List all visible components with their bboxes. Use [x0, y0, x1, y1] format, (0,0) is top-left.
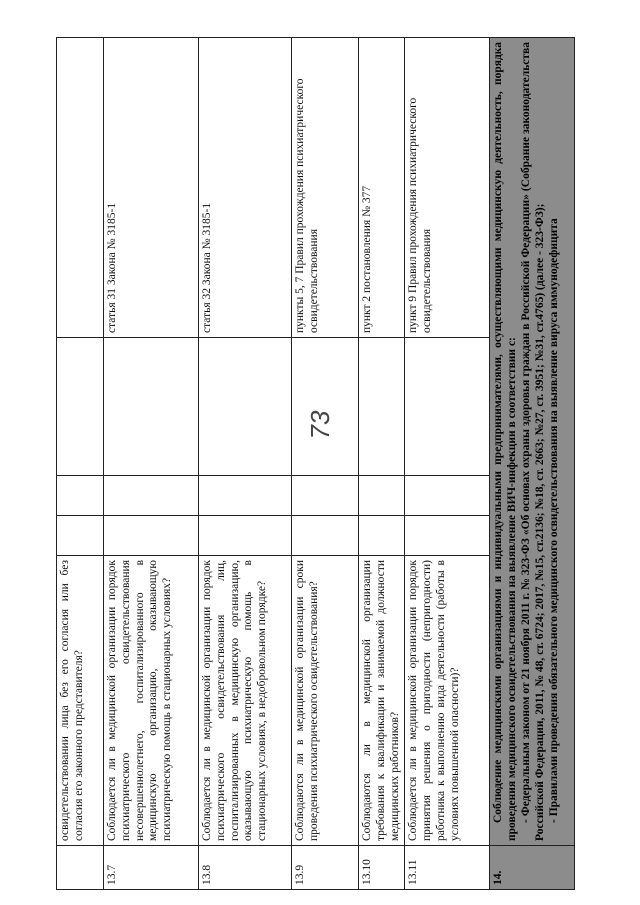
requirement-question: Соблюдаются ли в медицинской организации требования к квалификации и занимаемой должности медицинских работников? — [359, 556, 405, 846]
row-number: 13.10 — [359, 846, 405, 890]
requirement-question: Соблюдается ли в медицинской организации порядок принятия решения о пригодности (непригодности) работника к выполнению вида деятельности (работы в условиях повышенной опасности)? — [405, 556, 490, 846]
requirement-question: освидетельствовании лица без его согласия или без согласия его законного представителя? — [57, 556, 104, 846]
yes-cell — [292, 516, 359, 556]
row-number: 13.7 — [104, 846, 199, 890]
section-title-line: - Правилами проведения обязательного медицинского освидетельствования на выявление вируса иммунодефицита — [547, 218, 560, 823]
requirement-question: Соблюдается ли в медицинской организации порядок психиатрического освидетельствования лиц, госпитализированных в медицинскую организацию, оказывающую психиатрическую помощь в стационарных условиях, в недобровольном порядке? — [199, 556, 292, 846]
table-row — [359, 38, 405, 890]
table-row — [405, 38, 490, 890]
checklist-table — [56, 37, 575, 890]
na-cell — [104, 338, 199, 476]
table-row — [292, 38, 359, 890]
table-row — [104, 38, 199, 890]
row-number: 13.9 — [292, 846, 359, 890]
no-cell — [104, 476, 199, 516]
no-cell — [405, 476, 490, 516]
section-header-row — [490, 38, 575, 890]
yes-cell — [57, 516, 104, 556]
row-number: 13.8 — [199, 846, 292, 890]
na-cell — [199, 338, 292, 476]
no-cell — [359, 476, 405, 516]
table-row — [57, 38, 104, 890]
na-cell — [359, 338, 405, 476]
section-title-line: Соблюдение медицинскими организациями и индивидуальными предпринимателями, осуществляющими медицинскую деятельность, порядка проведения медицинского освидетельствования на выявление ВИЧ-инфекции в соответствии с: — [492, 42, 519, 841]
yes-cell — [405, 516, 490, 556]
row-number — [57, 846, 104, 890]
rotated-table — [56, 38, 560, 890]
table-row — [199, 38, 292, 890]
na-cell — [405, 338, 490, 476]
no-cell — [57, 476, 104, 516]
yes-cell — [199, 516, 292, 556]
no-cell — [199, 476, 292, 516]
section-title — [490, 38, 575, 846]
yes-cell — [104, 516, 199, 556]
row-number: 13.11 — [405, 846, 490, 890]
legal-reference: пункты 5, 7 Правил прохождения психиатрического освидетельствования — [292, 38, 359, 338]
legal-reference: статья 32 Закона № 3185-1 — [199, 38, 292, 338]
legal-reference: пункт 9 Правил прохождения психиатрического освидетельствования — [405, 38, 490, 338]
section-title-line: - Федеральным законом от 21 ноября 2011 г. № 323-ФЗ «Об основах охраны здоровья граждан в Российской Федерации» (Собрание законодательства Российской Федерации, 2011, № 48, ст. 6724; 2017, №15, ст.2136; №18, ст. 2663; №27, ст. 3951; №31, ст.4765) (далее - 323-ФЗ); — [519, 42, 546, 841]
requirement-question: Соблюдаются ли в медицинской организации сроки проведения психиатрического освидетельствования? — [292, 556, 359, 846]
requirement-question: Соблюдается ли в медицинской организации порядок психиатрического освидетельствования несовершеннолетнего, госпитализированного в медицинскую организацию, оказывающую психиатрическую помощь в стационарных условиях? — [104, 556, 199, 846]
section-number: 14. — [490, 846, 575, 890]
legal-reference — [57, 38, 104, 338]
na-cell — [292, 338, 359, 476]
yes-cell — [359, 516, 405, 556]
no-cell — [292, 476, 359, 516]
na-cell — [57, 338, 104, 476]
legal-reference: пункт 2 постановления № 377 — [359, 38, 405, 338]
legal-reference: статья 31 Закона № 3185-1 — [104, 38, 199, 338]
page-number: 73 — [305, 410, 335, 440]
checklist-table-container — [56, 38, 560, 890]
